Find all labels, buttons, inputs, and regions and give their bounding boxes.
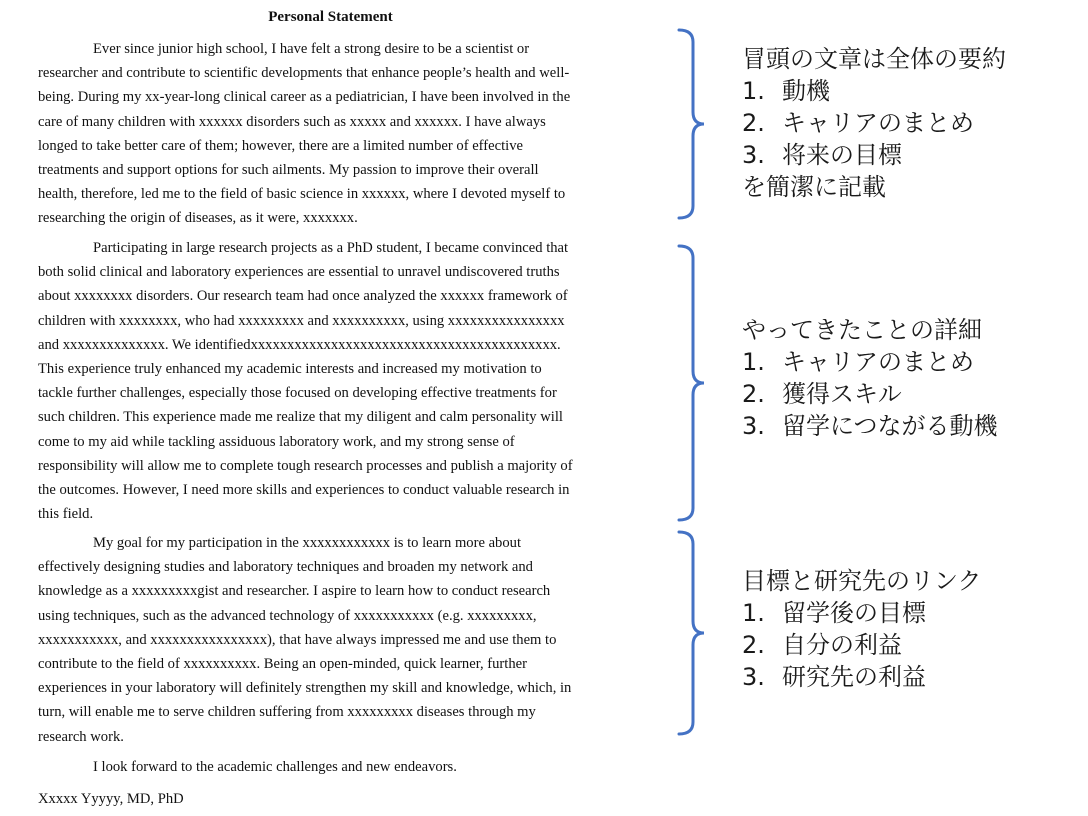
annotation-item: 3. 将来の目標 [742,141,902,169]
text-line: researching the origin of diseases, as it were, xxxxxxx. [38,210,358,227]
text-line: experiences in your laboratory will definitely strengthen my skill and knowledge, which, in [38,680,572,697]
text-line: effectively designing studies and laboratory techniques and broaden my network and [38,559,533,576]
text-line: come to my aid while tackling assiduous laboratory work, and my strong sense of [38,433,515,450]
text-line: This experience truly enhanced my academic interests and increased my motivation to [38,361,542,378]
annotation-item: 2. 獲得スキル [742,380,902,408]
paragraph-closing [38,755,628,779]
text-line: such children. This experience made me realize that my diligent and calm personality will [38,409,563,426]
bracket-icon [676,28,706,220]
text-line: turn, will enable me to serve children suffering from xxxxxxxxx diseases through my [38,704,536,721]
annotation-item: 3. 留学につながる動機 [742,412,998,440]
text-line: research work. [38,728,124,745]
text-line: researcher and contribute to scientific developments that enhance people’s health and well- [38,65,570,82]
text-line: xxxxxxxxxxx, and xxxxxxxxxxxxxxxx), that have always impressed me and use them to [38,631,557,648]
text-line: responsibility will allow me to complete tough research processes and publish a majority of [38,457,573,474]
annotation-heading: 冒頭の文章は全体の要約 [742,45,1006,73]
annotation-details [742,314,998,442]
text-line: being. During my xx-year-long clinical career as a pediatrician, I have been involved in the [38,89,571,106]
annotation-heading: やってきたことの詳細 [742,316,982,344]
annotation-item: 2. 自分の利益 [742,631,902,659]
paragraph-motivation [38,37,628,231]
signature [38,787,628,811]
closing-line: I look forward to the academic challenges and new endeavors. [93,759,457,775]
annotation-heading: 目標と研究先のリンク [742,567,982,595]
text-line: care of many children with xxxxxx disorders such as xxxxx and xxxxxx. I have always [38,113,546,130]
text-line: children with xxxxxxxx, who had xxxxxxxxx and xxxxxxxxxx, using xxxxxxxxxxxxxxxx [38,312,565,329]
paragraph-goal [38,531,628,749]
bracket-icon [676,530,706,736]
text-line: and xxxxxxxxxxxxxx. We identifiedxxxxxxxxxxxxxxxxxxxxxxxxxxxxxxxxxxxxxxxxxx. [38,336,561,353]
text-line: Ever since junior high school, I have felt a strong desire to be a scientist or [93,41,530,57]
text-line: both solid clinical and laboratory experiences are essential to unravel undiscovered truths [38,264,560,281]
document-title: Personal Statement [268,9,393,25]
annotation-item: 1. キャリアのまとめ [742,348,974,376]
annotation-item: 3. 研究先の利益 [742,663,926,691]
text-line: tackle further challenges, especially those focused on developing effective treatments for [38,385,557,402]
text-line: My goal for my participation in the xxxxxxxxxxxx is to learn more about [93,535,522,551]
text-line: this field. [38,506,94,523]
text-line: the outcomes. However, I need more skills and experiences to conduct valuable research in [38,482,570,499]
annotation-footer: を簡潔に記載 [742,173,886,201]
annotation-item: 1. 留学後の目標 [742,599,926,627]
annotation-item: 1. 動機 [742,77,830,105]
text-line: health, therefore, led me to the field of basic science in xxxxxx, where I devoted myself to [38,186,566,203]
annotation-goal-link [742,565,982,693]
annotation-item: 2. キャリアのまとめ [742,109,974,137]
text-line: treatments and support options for such ailments. My passion to improve their overall [38,162,539,179]
text-line: using techniques, such as the advanced technology of xxxxxxxxxxx (e.g. xxxxxxxxx, [38,607,537,624]
text-line: contribute to the field of xxxxxxxxxx. Being an open-minded, quick learner, further [38,656,527,673]
text-line: about xxxxxxxx disorders. Our research team had once analyzed the xxxxxx framework of [38,288,568,305]
text-line: longed to take better care of them; however, there are a limited number of effective [38,137,523,154]
annotation-summary [742,43,1006,203]
text-line: knowledge as a xxxxxxxxxgist and researcher. I aspire to learn how to conduct research [38,583,551,600]
text-line: Participating in large research projects as a PhD student, I became convinced that [93,240,569,256]
bracket-icon [676,244,706,522]
signature-line: Xxxxx Yyyyy, MD, PhD [38,791,184,807]
paragraph-experience [38,236,628,526]
